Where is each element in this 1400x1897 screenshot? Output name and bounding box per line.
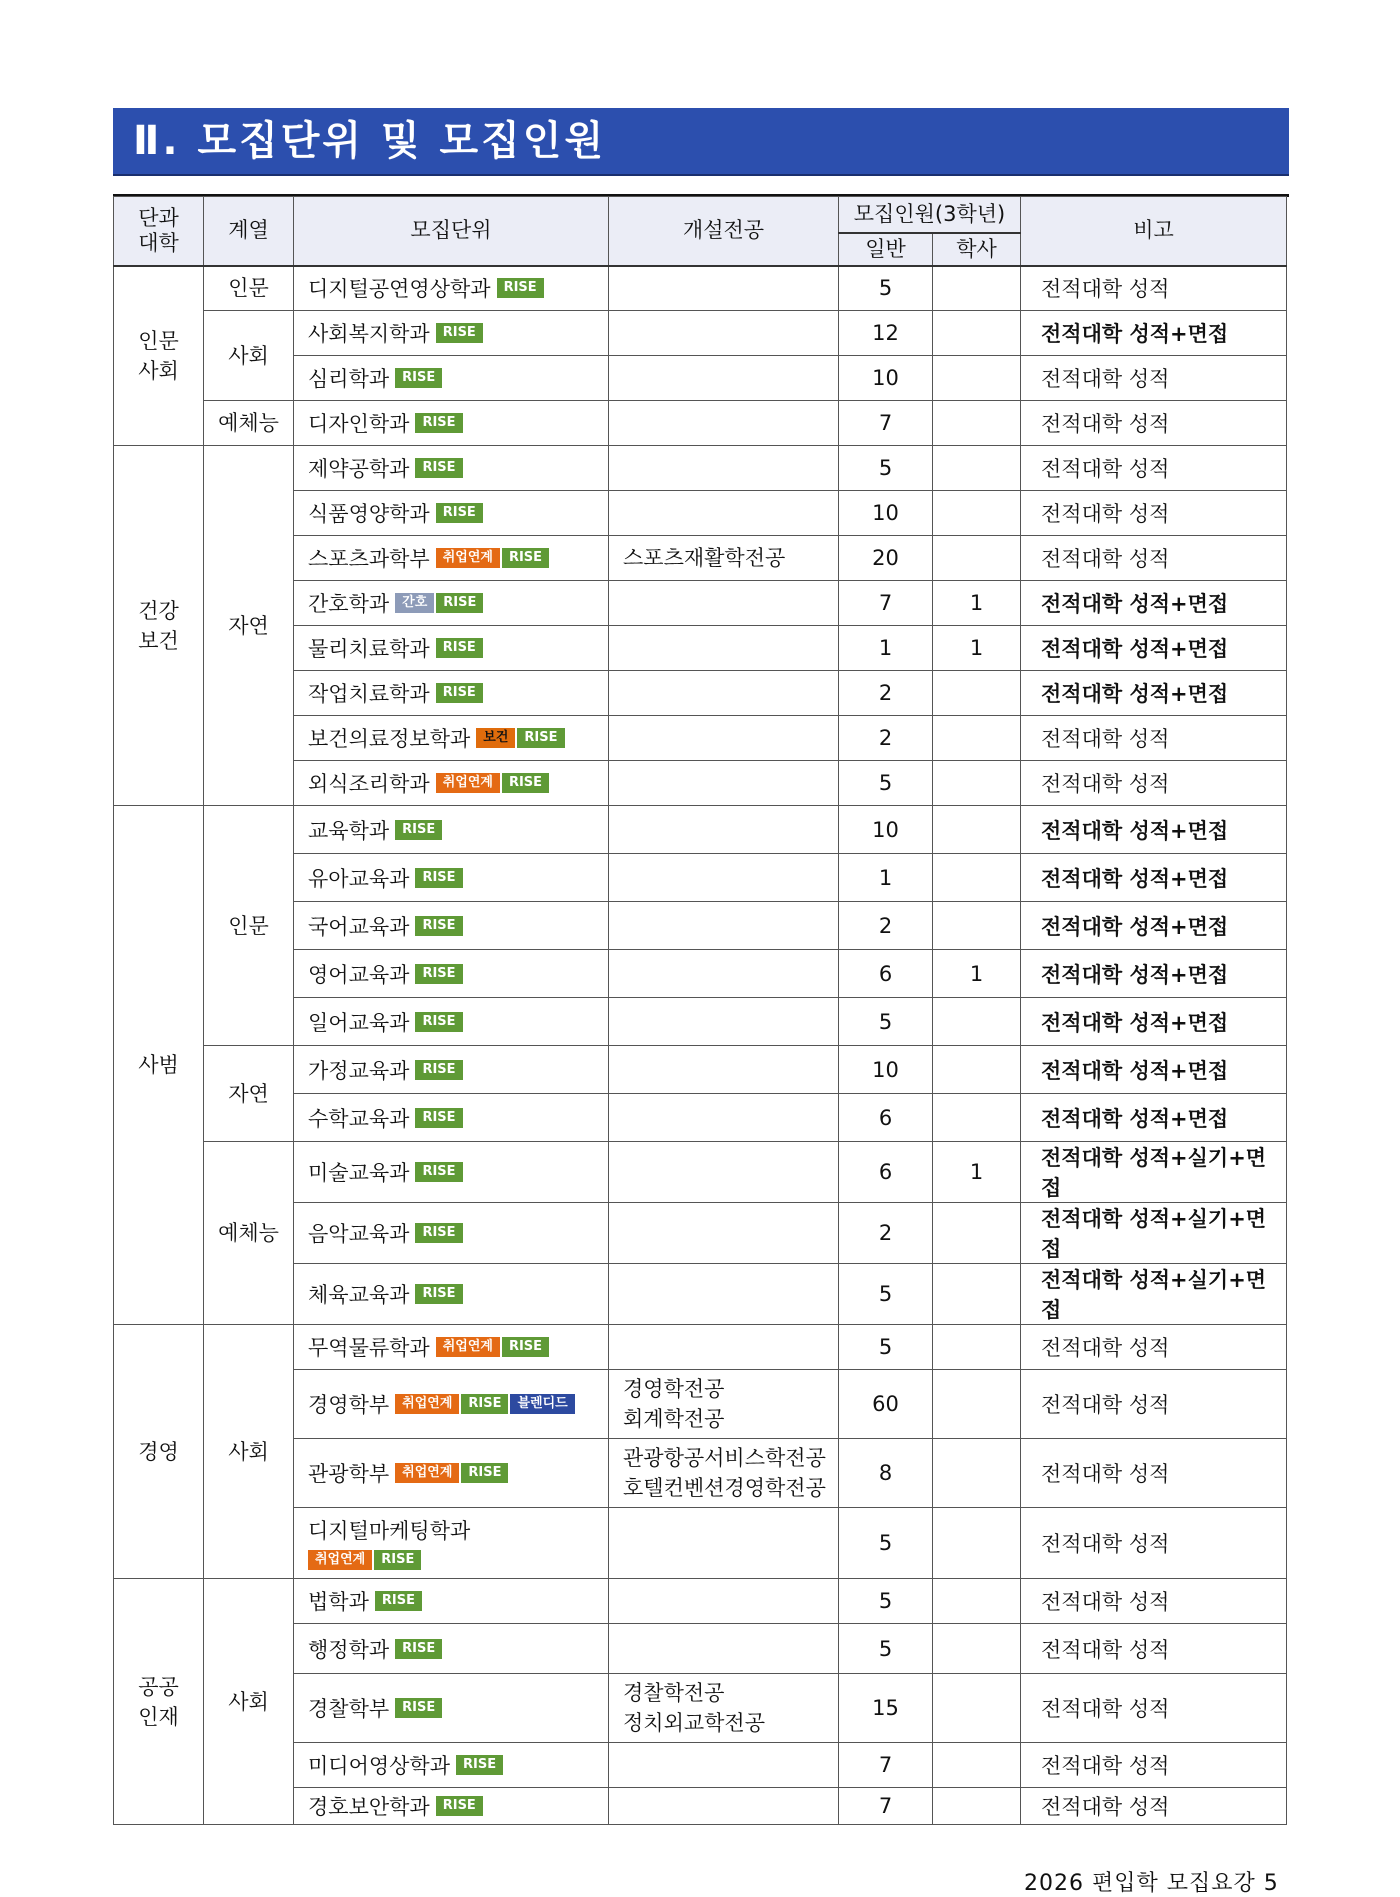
general-count-cell: 10 [839, 491, 933, 536]
header-quota: 모집인원(3학년) [839, 197, 1021, 233]
general-count-cell: 15 [839, 1674, 933, 1743]
table-row [114, 446, 1287, 491]
rise-badge: RISE [415, 964, 462, 984]
bachelor-count-cell [933, 1674, 1021, 1743]
bachelor-count-cell [933, 1264, 1021, 1325]
rise-badge: RISE [375, 1591, 422, 1611]
unit-name: 간호학과 [308, 592, 390, 616]
general-count-cell: 6 [839, 1142, 933, 1203]
rise-badge: RISE [456, 1755, 503, 1775]
unit-name: 미디어영상학과 [308, 1754, 451, 1778]
bachelor-count-cell [933, 806, 1021, 854]
major-cell [609, 446, 839, 491]
table-body [114, 266, 1287, 1825]
note-cell: 전적대학 성적+면접 [1021, 950, 1287, 998]
unit-name: 수학교육과 [308, 1106, 410, 1131]
major-cell [609, 1325, 839, 1370]
general-count-cell: 10 [839, 356, 933, 401]
rise-badge: RISE [395, 820, 442, 840]
unit-cell [294, 671, 609, 716]
general-count-cell: 5 [839, 1508, 933, 1579]
rise-badge: RISE [502, 773, 549, 793]
general-count-cell: 6 [839, 950, 933, 998]
note-cell: 전적대학 성적+면접 [1021, 1094, 1287, 1142]
header-major: 개설전공 [609, 197, 839, 266]
rise-badge: RISE [415, 1012, 462, 1032]
unit-cell [294, 356, 609, 401]
unit-cell [294, 581, 609, 626]
unit-name: 제약공학과 [308, 457, 410, 481]
major-cell: 관광항공서비스학전공 호텔컨벤션경영학전공 [609, 1439, 839, 1508]
major-cell [609, 1743, 839, 1788]
rise-badge: RISE [436, 323, 483, 343]
note-cell: 전적대학 성적+실기+면접 [1021, 1142, 1287, 1203]
major-cell [609, 806, 839, 854]
bachelor-count-cell [933, 491, 1021, 536]
rise-badge: RISE [436, 638, 483, 658]
note-cell: 전적대학 성적 [1021, 1624, 1287, 1674]
field-cell: 사회 [204, 1579, 294, 1825]
header-general: 일반 [839, 233, 933, 266]
unit-cell [294, 761, 609, 806]
note-cell: 전적대학 성적 [1021, 1508, 1287, 1579]
unit-cell [294, 1203, 609, 1264]
note-cell: 전적대학 성적+면접 [1021, 671, 1287, 716]
bachelor-count-cell [933, 1046, 1021, 1094]
college-cell: 인문 사회 [114, 266, 204, 446]
unit-name: 유아교육과 [308, 866, 410, 891]
major-cell [609, 998, 839, 1046]
unit-cell [294, 1094, 609, 1142]
unit-cell [294, 1142, 609, 1203]
unit-name: 심리학과 [308, 367, 390, 391]
note-cell: 전적대학 성적 [1021, 356, 1287, 401]
major-cell [609, 626, 839, 671]
job-badge: 취업연계 [436, 1337, 500, 1357]
general-count-cell: 20 [839, 536, 933, 581]
general-count-cell: 5 [839, 998, 933, 1046]
note-cell: 전적대학 성적 [1021, 716, 1287, 761]
unit-name: 경찰학부 [308, 1697, 390, 1721]
unit-cell [294, 1674, 609, 1743]
note-cell: 전적대학 성적+실기+면접 [1021, 1264, 1287, 1325]
bachelor-count-cell: 1 [933, 1142, 1021, 1203]
unit-name: 외식조리학과 [308, 772, 430, 796]
major-cell [609, 581, 839, 626]
general-count-cell: 5 [839, 1624, 933, 1674]
field-cell: 자연 [204, 446, 294, 806]
general-count-cell: 60 [839, 1370, 933, 1439]
note-cell: 전적대학 성적+면접 [1021, 581, 1287, 626]
note-cell: 전적대학 성적 [1021, 1674, 1287, 1743]
nurse-badge: 간호 [395, 593, 434, 613]
rise-badge: RISE [415, 868, 462, 888]
rise-badge: RISE [395, 368, 442, 388]
field-cell: 인문 [204, 806, 294, 1046]
bachelor-count-cell [933, 998, 1021, 1046]
note-cell: 전적대학 성적+면접 [1021, 806, 1287, 854]
bachelor-count-cell [933, 854, 1021, 902]
unit-name: 디자인학과 [308, 412, 410, 436]
rise-badge: RISE [374, 1550, 421, 1570]
unit-name: 교육학과 [308, 818, 390, 843]
general-count-cell: 7 [839, 581, 933, 626]
header-unit: 모집단위 [294, 197, 609, 266]
unit-cell [294, 1325, 609, 1370]
unit-name: 체육교육과 [308, 1283, 410, 1307]
major-cell: 스포츠재활학전공 [609, 536, 839, 581]
unit-name: 작업치료학과 [308, 682, 430, 706]
rise-badge: RISE [461, 1463, 508, 1483]
general-count-cell: 5 [839, 761, 933, 806]
major-cell [609, 266, 839, 311]
college-cell: 공공 인재 [114, 1579, 204, 1825]
note-cell: 전적대학 성적 [1021, 1743, 1287, 1788]
unit-cell [294, 1439, 609, 1508]
general-count-cell: 2 [839, 902, 933, 950]
header-college: 단과 대학 [114, 197, 204, 266]
unit-cell [294, 401, 609, 446]
general-count-cell: 2 [839, 671, 933, 716]
bachelor-count-cell [933, 1508, 1021, 1579]
bachelor-count-cell [933, 266, 1021, 311]
note-cell: 전적대학 성적 [1021, 1579, 1287, 1624]
general-count-cell: 5 [839, 1325, 933, 1370]
general-count-cell: 5 [839, 266, 933, 311]
table-row [114, 311, 1287, 356]
unit-name: 무역물류학과 [308, 1336, 430, 1360]
unit-cell [294, 854, 609, 902]
bachelor-count-cell [933, 536, 1021, 581]
unit-cell [294, 1579, 609, 1624]
field-cell: 사회 [204, 311, 294, 401]
unit-cell [294, 1508, 609, 1579]
table-row [114, 1579, 1287, 1624]
unit-cell [294, 1264, 609, 1325]
header-note: 비고 [1021, 197, 1287, 266]
bachelor-count-cell: 1 [933, 581, 1021, 626]
bachelor-count-cell [933, 671, 1021, 716]
unit-name: 일어교육과 [308, 1010, 410, 1035]
note-cell: 전적대학 성적 [1021, 761, 1287, 806]
field-cell: 인문 [204, 266, 294, 311]
unit-name: 경호보안학과 [308, 1795, 430, 1819]
unit-cell [294, 491, 609, 536]
rise-badge: RISE [395, 1639, 442, 1659]
unit-cell [294, 1370, 609, 1439]
note-cell: 전적대학 성적+실기+면접 [1021, 1203, 1287, 1264]
job-badge: 취업연계 [395, 1463, 459, 1483]
table-row [114, 1046, 1287, 1094]
unit-cell [294, 950, 609, 998]
page-footer: 2026 편입학 모집요강 5 [1024, 1871, 1279, 1896]
unit-cell [294, 266, 609, 311]
major-cell [609, 1788, 839, 1825]
unit-name: 디지털마케팅학과 [308, 1519, 471, 1543]
major-cell [609, 671, 839, 716]
unit-name: 디지털공연영상학과 [308, 277, 491, 302]
general-count-cell: 1 [839, 626, 933, 671]
general-count-cell: 10 [839, 1046, 933, 1094]
unit-cell [294, 902, 609, 950]
field-cell: 자연 [204, 1046, 294, 1142]
major-cell [609, 1142, 839, 1203]
major-cell [609, 1264, 839, 1325]
rise-badge: RISE [415, 458, 462, 478]
general-count-cell: 7 [839, 1788, 933, 1825]
bachelor-count-cell [933, 401, 1021, 446]
rise-badge: RISE [497, 278, 544, 298]
note-cell: 전적대학 성적+면접 [1021, 998, 1287, 1046]
unit-name: 미술교육과 [308, 1161, 410, 1185]
rise-badge: RISE [415, 1108, 462, 1128]
major-cell [609, 356, 839, 401]
college-cell: 사범 [114, 806, 204, 1325]
unit-name: 영어교육과 [308, 962, 410, 987]
health-badge: 보건 [476, 728, 515, 748]
major-cell [609, 311, 839, 356]
unit-name: 스포츠과학부 [308, 547, 430, 571]
bachelor-count-cell: 1 [933, 626, 1021, 671]
note-cell: 전적대학 성적 [1021, 536, 1287, 581]
rise-badge: RISE [436, 593, 483, 613]
college-cell: 건강 보건 [114, 446, 204, 806]
bachelor-count-cell [933, 716, 1021, 761]
unit-name: 행정학과 [308, 1637, 390, 1662]
major-cell [609, 1624, 839, 1674]
general-count-cell: 6 [839, 1094, 933, 1142]
unit-cell [294, 1046, 609, 1094]
note-cell: 전적대학 성적+면접 [1021, 1046, 1287, 1094]
table-row [114, 266, 1287, 311]
bachelor-count-cell [933, 1788, 1021, 1825]
bachelor-count-cell: 1 [933, 950, 1021, 998]
rise-badge: RISE [436, 683, 483, 703]
note-cell: 전적대학 성적 [1021, 446, 1287, 491]
note-cell: 전적대학 성적 [1021, 1325, 1287, 1370]
unit-cell [294, 446, 609, 491]
table-row [114, 401, 1287, 446]
bachelor-count-cell [933, 1579, 1021, 1624]
rise-badge: RISE [415, 1223, 462, 1243]
bachelor-count-cell [933, 1624, 1021, 1674]
major-cell: 경영학전공 회계학전공 [609, 1370, 839, 1439]
general-count-cell: 8 [839, 1439, 933, 1508]
rise-badge: RISE [502, 548, 549, 568]
rise-badge: RISE [517, 728, 564, 748]
general-count-cell: 2 [839, 716, 933, 761]
rise-badge: RISE [415, 1060, 462, 1080]
table-row [114, 806, 1287, 854]
major-cell [609, 854, 839, 902]
unit-name: 식품영양학과 [308, 502, 430, 526]
job-badge: 취업연계 [395, 1394, 459, 1414]
note-cell: 전적대학 성적+면접 [1021, 626, 1287, 671]
general-count-cell: 10 [839, 806, 933, 854]
major-cell [609, 716, 839, 761]
major-cell [609, 761, 839, 806]
rise-badge: RISE [415, 1162, 462, 1182]
unit-name: 경영학부 [308, 1393, 390, 1417]
field-cell: 사회 [204, 1325, 294, 1579]
blend-badge: 블렌디드 [510, 1394, 574, 1414]
major-cell [609, 491, 839, 536]
major-cell [609, 1579, 839, 1624]
rise-badge: RISE [502, 1337, 549, 1357]
major-cell [609, 902, 839, 950]
bachelor-count-cell [933, 311, 1021, 356]
major-cell [609, 401, 839, 446]
header-bachelor: 학사 [933, 233, 1021, 266]
unit-name: 물리치료학과 [308, 637, 430, 661]
unit-cell [294, 311, 609, 356]
note-cell: 전적대학 성적 [1021, 1788, 1287, 1825]
bachelor-count-cell [933, 761, 1021, 806]
job-badge: 취업연계 [436, 773, 500, 793]
note-cell: 전적대학 성적 [1021, 491, 1287, 536]
rise-badge: RISE [461, 1394, 508, 1414]
general-count-cell: 5 [839, 446, 933, 491]
bachelor-count-cell [933, 356, 1021, 401]
general-count-cell: 7 [839, 401, 933, 446]
general-count-cell: 2 [839, 1203, 933, 1264]
bachelor-count-cell [933, 1094, 1021, 1142]
unit-cell [294, 1624, 609, 1674]
table-row [114, 1142, 1287, 1203]
bachelor-count-cell [933, 1439, 1021, 1508]
section-title: Ⅱ. 모집단위 및 모집인원 [113, 108, 1289, 176]
rise-badge: RISE [415, 1284, 462, 1304]
major-cell [609, 1203, 839, 1264]
note-cell: 전적대학 성적 [1021, 401, 1287, 446]
bachelor-count-cell [933, 1370, 1021, 1439]
unit-name: 법학과 [308, 1590, 369, 1614]
field-cell: 예체능 [204, 401, 294, 446]
unit-name: 보건의료정보학과 [308, 727, 471, 751]
note-cell: 전적대학 성적 [1021, 1439, 1287, 1508]
recruitment-table [113, 196, 1287, 1825]
college-cell: 경영 [114, 1325, 204, 1579]
bachelor-count-cell [933, 1325, 1021, 1370]
rise-badge: RISE [415, 413, 462, 433]
unit-name: 가정교육과 [308, 1058, 410, 1083]
unit-name: 관광학부 [308, 1462, 390, 1486]
unit-name: 음악교육과 [308, 1222, 410, 1246]
general-count-cell: 12 [839, 311, 933, 356]
unit-cell [294, 1788, 609, 1825]
unit-cell [294, 806, 609, 854]
note-cell: 전적대학 성적+면접 [1021, 854, 1287, 902]
unit-cell [294, 1743, 609, 1788]
major-cell [609, 1508, 839, 1579]
unit-cell [294, 716, 609, 761]
unit-name: 사회복지학과 [308, 322, 430, 346]
header-field: 계열 [204, 197, 294, 266]
unit-cell [294, 998, 609, 1046]
note-cell: 전적대학 성적+면접 [1021, 311, 1287, 356]
general-count-cell: 1 [839, 854, 933, 902]
rise-badge: RISE [436, 503, 483, 523]
table-row [114, 1325, 1287, 1370]
bachelor-count-cell [933, 446, 1021, 491]
major-cell [609, 1046, 839, 1094]
general-count-cell: 5 [839, 1579, 933, 1624]
bachelor-count-cell [933, 1743, 1021, 1788]
rise-badge: RISE [436, 1796, 483, 1816]
major-cell [609, 1094, 839, 1142]
unit-cell [294, 536, 609, 581]
job-badge: 취업연계 [308, 1550, 372, 1570]
note-cell: 전적대학 성적 [1021, 266, 1287, 311]
field-cell: 예체능 [204, 1142, 294, 1325]
note-cell: 전적대학 성적+면접 [1021, 902, 1287, 950]
bachelor-count-cell [933, 902, 1021, 950]
rise-badge: RISE [395, 1698, 442, 1718]
unit-name: 국어교육과 [308, 914, 410, 939]
note-cell: 전적대학 성적 [1021, 1370, 1287, 1439]
job-badge: 취업연계 [436, 548, 500, 568]
general-count-cell: 5 [839, 1264, 933, 1325]
unit-cell [294, 626, 609, 671]
bachelor-count-cell [933, 1203, 1021, 1264]
rise-badge: RISE [415, 916, 462, 936]
major-cell: 경찰학전공 정치외교학전공 [609, 1674, 839, 1743]
major-cell [609, 950, 839, 998]
general-count-cell: 7 [839, 1743, 933, 1788]
